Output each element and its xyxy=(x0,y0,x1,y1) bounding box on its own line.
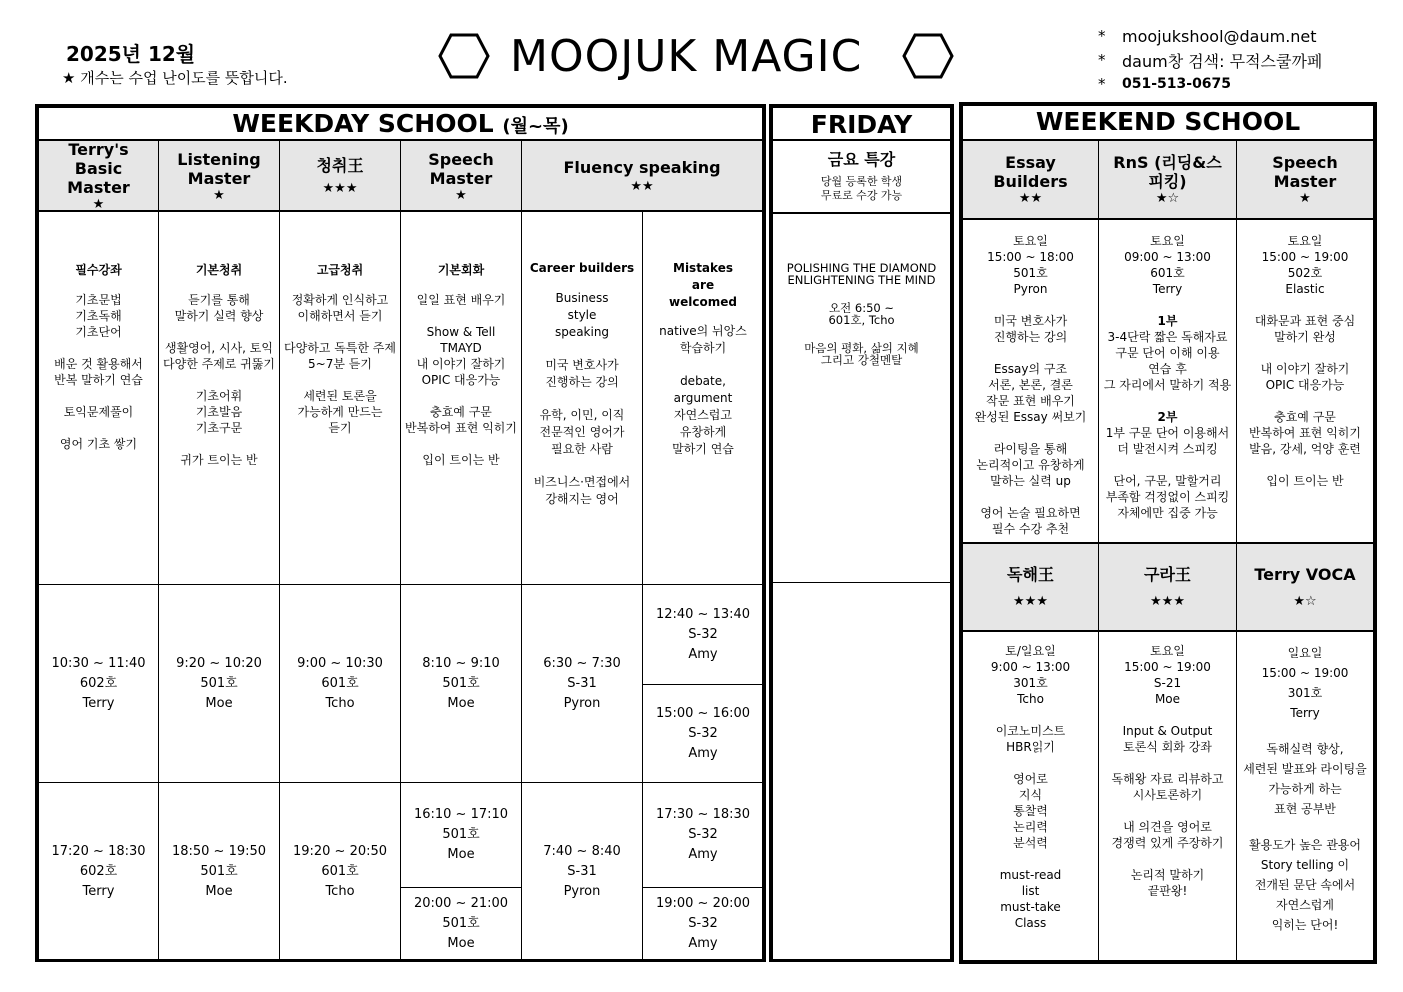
slot-time: 7:40 ~ 8:40 xyxy=(543,843,621,859)
course-header-rns: RnS (리딩&스피킹) ★☆ xyxy=(1113,153,1222,206)
time-slot xyxy=(401,585,521,782)
text-line: 충효예 구문 xyxy=(430,405,492,419)
text-line: native의 뉘앙스 xyxy=(659,324,747,338)
course-header-weekend-speech-master: Speech Master ★ xyxy=(1272,153,1338,206)
friday-special-header: 금요 특강 당월 등록한 학생 무료로 수강 가능 xyxy=(820,150,903,202)
text-line: 09:00 ~ 13:00 xyxy=(1124,250,1211,264)
text-line: 학습하기 xyxy=(679,341,727,355)
slot-room: S-32 xyxy=(688,827,718,842)
course-description xyxy=(401,212,521,584)
difficulty-stars: ★★★ xyxy=(1150,594,1185,609)
course-header-speech-master: Speech Master ★ xyxy=(428,149,494,203)
text-line: 그 자리에서 말하기 적용 xyxy=(1103,378,1232,392)
time-slot xyxy=(522,783,642,960)
text-line: 이해하면서 듣기 xyxy=(297,309,383,323)
slot-room: 602호 xyxy=(79,863,118,879)
course-header-reading-king: 독해王 ★★★ xyxy=(1007,565,1054,609)
text-line: 자체에만 집중 가능 xyxy=(1117,506,1218,520)
text-line: 말하기 실력 향상 xyxy=(174,309,264,323)
text-line: 마음의 평화, 삶의 지혜 xyxy=(804,341,919,355)
slot-teacher: Amy xyxy=(688,745,718,761)
time-slot xyxy=(643,585,763,684)
slot-teacher: Tcho xyxy=(325,695,355,711)
slot-teacher: Moe xyxy=(205,883,233,899)
slot-teacher: Moe xyxy=(447,936,475,951)
text-line: speaking xyxy=(554,325,610,339)
text-line: 논리적 말하기 xyxy=(1130,868,1205,882)
weekend-course-detail xyxy=(1237,633,1373,960)
text-line: list xyxy=(1021,884,1040,898)
text-line: 601호 xyxy=(1150,266,1185,280)
text-line: 토론식 회화 강좌 xyxy=(1123,740,1212,754)
text-line: Moe xyxy=(1154,692,1181,706)
slot-room: 601호 xyxy=(321,863,359,879)
text-line: 분석력 xyxy=(1013,836,1048,850)
text-line: 필요한 사람 xyxy=(551,442,613,456)
text-line: Class xyxy=(1014,916,1047,930)
time-slot xyxy=(401,783,521,887)
slot-room: S-32 xyxy=(688,916,718,931)
text-line: 토요일 xyxy=(1150,644,1185,658)
text-line: 익히는 단어! xyxy=(1271,918,1339,932)
slot-time: 19:00 ~ 20:00 xyxy=(655,896,751,911)
text-line: 기초독해 xyxy=(75,309,122,323)
text-line: 지식 xyxy=(1018,788,1043,802)
slot-time: 15:00 ~ 16:00 xyxy=(655,705,751,721)
text-line: 반복하여 표현 익히기 xyxy=(1249,426,1361,440)
text-line: 기초구문 xyxy=(195,421,243,435)
text-line: 세련된 발표와 라이팅을 xyxy=(1243,762,1367,776)
slot-time: 18:50 ~ 19:50 xyxy=(171,843,267,859)
text-line: OPIC 대응가능 xyxy=(421,373,501,387)
course-header-essay-builders: Essay Builders ★★ xyxy=(993,153,1068,206)
text-line: 501호 xyxy=(1013,266,1048,280)
text-line: 내 이야기 잘하기 xyxy=(1260,362,1350,376)
time-slot xyxy=(643,685,763,782)
slot-room: S-31 xyxy=(567,863,597,879)
brand-name: MOOJUK MAGIC xyxy=(510,31,863,82)
text-line: 일일 표현 배우기 xyxy=(416,293,506,307)
text-line: 다양하고 독특한 주제 xyxy=(284,341,396,355)
slot-room: S-32 xyxy=(688,626,718,642)
difficulty-stars: ★★★ xyxy=(322,181,358,196)
text-line: must-read xyxy=(999,868,1062,882)
text-line: 자연스럽게 xyxy=(1276,898,1334,912)
slot-teacher: Moe xyxy=(447,847,475,862)
text-line: 2부 xyxy=(1157,410,1178,424)
text-line: 기초문법 xyxy=(75,293,122,307)
text-line: 듣기를 통해 xyxy=(188,293,250,307)
text-line: 유창하게 xyxy=(679,425,727,439)
course-description xyxy=(159,212,279,584)
text-line: 반복 말하기 연습 xyxy=(54,373,143,387)
slot-teacher: Moe xyxy=(205,695,233,711)
text-line: 오전 6:50 ~ xyxy=(829,301,894,315)
text-line: 301호 xyxy=(1013,676,1048,690)
text-line: 자연스럽고 xyxy=(674,408,732,422)
text-line: 내 의견을 영어로 xyxy=(1123,820,1212,834)
slot-teacher: Pyron xyxy=(563,883,601,899)
text-line: S-21 xyxy=(1153,676,1182,690)
hexagon-left-icon xyxy=(438,33,490,79)
text-line: 끝판왕! xyxy=(1147,884,1188,898)
text-line: 가능하게 하는 xyxy=(1268,782,1342,796)
time-slot xyxy=(280,585,400,782)
text-line: 정확하게 인식하고 xyxy=(291,293,389,307)
slot-teacher: Amy xyxy=(688,646,718,662)
text-line: 충효예 구문 xyxy=(1274,410,1336,424)
weekend-course-detail xyxy=(963,221,1098,542)
course-description xyxy=(39,212,158,584)
text-line: 내 이야기 잘하기 xyxy=(416,357,506,371)
brand-logo xyxy=(438,30,958,86)
text-line: Elastic xyxy=(1285,282,1325,296)
text-line: 귀가 트이는 반 xyxy=(180,453,258,467)
slot-teacher: Terry xyxy=(82,695,115,711)
slot-teacher: Amy xyxy=(688,936,718,951)
slot-time: 6:30 ~ 7:30 xyxy=(543,655,621,671)
slot-time: 12:40 ~ 13:40 xyxy=(655,606,751,622)
course-subtitle: 기본회화 xyxy=(437,263,485,277)
text-line: 논리력 xyxy=(1013,820,1048,834)
text-line: 유학, 이민, 이직 xyxy=(539,408,625,422)
text-line: argument xyxy=(673,391,733,405)
text-line: 발음, 강세, 억양 훈련 xyxy=(1249,442,1361,456)
text-line: 15:00 ~ 19:00 xyxy=(1261,666,1349,680)
text-line: Terry xyxy=(1290,706,1320,720)
text-line: 말하기 연습 xyxy=(672,442,734,456)
text-line: OPIC 대응가능 xyxy=(1265,378,1345,392)
slot-room: 501호 xyxy=(442,827,480,842)
text-line: Pyron xyxy=(1013,282,1048,296)
text-line: 시사토론하기 xyxy=(1132,788,1203,802)
text-line: 말하기 완성 xyxy=(1274,330,1336,344)
time-slot xyxy=(643,888,763,960)
text-line: 1부 xyxy=(1157,314,1178,328)
slot-time: 10:30 ~ 11:40 xyxy=(51,655,146,671)
course-subtitle: Mistakes are welcomed xyxy=(669,261,737,309)
text-line: 말하는 실력 up xyxy=(990,474,1071,488)
text-line: 영어 논술 필요하면 xyxy=(980,506,1081,520)
course-subtitle: 기본청취 xyxy=(195,263,243,277)
difficulty-stars: ★ xyxy=(92,197,105,212)
course-header-talk-king: 구라王 ★★★ xyxy=(1144,565,1191,609)
weekend-title: WEEKEND SCHOOL xyxy=(1035,107,1301,136)
slot-time: 19:20 ~ 20:50 xyxy=(292,843,388,859)
bullet-icon: * xyxy=(1098,75,1106,93)
contact-email: moojukshool@daum.net xyxy=(1122,26,1317,46)
text-line: 더 발전시켜 스피킹 xyxy=(1117,442,1218,456)
difficulty-stars: ★ xyxy=(1299,191,1311,206)
text-line: Tcho xyxy=(1017,692,1044,706)
time-slot xyxy=(39,783,158,960)
text-line: 그리고 강철멘탈 xyxy=(820,353,903,367)
text-line: 토요일 xyxy=(1013,234,1048,248)
text-line: TMAYD xyxy=(440,341,482,355)
text-line: 전개된 문단 속에서 xyxy=(1254,878,1356,892)
text-line: 연습 후 xyxy=(1148,362,1187,376)
text-line: 부족함 걱정없이 스피킹 xyxy=(1105,490,1230,504)
time-slot xyxy=(522,585,642,782)
text-line: 구문 단어 이해 이용 xyxy=(1115,346,1220,360)
text-line: Input & Output xyxy=(1122,724,1213,738)
course-description xyxy=(280,212,400,584)
text-line: must-take xyxy=(1000,900,1061,914)
text-line: 301호 xyxy=(1287,686,1323,700)
slot-time: 17:30 ~ 18:30 xyxy=(655,807,751,822)
slot-teacher: Tcho xyxy=(325,883,355,899)
text-line: 생활영어, 시사, 토익 xyxy=(165,341,273,355)
text-line: 15:00 ~ 19:00 xyxy=(1124,660,1211,674)
difficulty-stars: ★★ xyxy=(1018,191,1043,206)
contact-info xyxy=(1098,24,1398,96)
course-header-listening-master: Listening Master ★ xyxy=(177,149,261,203)
text-line: 토익문제풀이 xyxy=(63,405,134,419)
slot-time: 20:00 ~ 21:00 xyxy=(413,896,509,911)
text-line: HBR읽기 xyxy=(1006,740,1055,754)
text-line: 작문 표현 배우기 xyxy=(986,394,1075,408)
text-line: 일요일 xyxy=(1287,646,1323,660)
text-line: 502호 xyxy=(1287,266,1323,280)
text-line: 3-4단락 짧은 독해자료 xyxy=(1107,330,1228,344)
text-line: 토/일요일 xyxy=(1005,644,1056,658)
course-header-terrys-basic-master: Terry's Basic Master ★ xyxy=(67,140,130,212)
weekend-course-detail xyxy=(1237,221,1373,542)
text-line: 비즈니스·면접에서 xyxy=(533,475,631,489)
text-line: 독해왕 자료 리뷰하고 xyxy=(1111,772,1224,786)
text-line: 라이팅을 통해 xyxy=(993,442,1068,456)
text-line: Business xyxy=(555,291,609,305)
text-line: 영어 기초 쌓기 xyxy=(59,437,138,451)
difficulty-stars: ★ xyxy=(213,187,225,203)
text-line: 강해지는 영어 xyxy=(545,492,619,506)
time-slot xyxy=(401,888,521,960)
slot-room: S-32 xyxy=(688,725,718,741)
text-line: 토요일 xyxy=(1287,234,1323,248)
text-line: 1부 구문 단어 이용해서 xyxy=(1105,426,1230,440)
text-line: POLISHING THE DIAMOND xyxy=(786,261,937,275)
time-slot xyxy=(159,783,279,960)
text-line: 601호, Tcho xyxy=(828,313,895,327)
text-line: 전문적인 영어가 xyxy=(539,425,625,439)
text-line: 필수 수강 추천 xyxy=(991,522,1070,536)
text-line: 활용도가 높은 관용어 xyxy=(1249,838,1361,852)
slot-time: 9:20 ~ 10:20 xyxy=(176,655,262,671)
contact-phone: 051-513-0675 xyxy=(1122,76,1232,92)
text-line: 15:00 ~ 19:00 xyxy=(1261,250,1349,264)
course-description xyxy=(643,212,763,584)
text-line: 가능하게 만드는 xyxy=(297,405,383,419)
text-line: 완성된 Essay 써보기 xyxy=(974,410,1087,424)
text-line: 기초어휘 xyxy=(195,389,243,403)
text-line: 미국 변호사가 xyxy=(993,314,1068,328)
text-line: style xyxy=(567,308,597,322)
slot-teacher: Moe xyxy=(447,695,475,711)
text-line: 대화문과 표현 중심 xyxy=(1254,314,1356,328)
text-line: 영어로 xyxy=(1013,772,1048,786)
difficulty-stars: ★☆ xyxy=(1293,594,1317,609)
text-line: 입이 트이는 반 xyxy=(1266,474,1344,488)
course-subtitle: 필수강좌 xyxy=(75,263,122,277)
text-line: 15:00 ~ 18:00 xyxy=(987,250,1074,264)
contact-search: daum창 검색: 무적스쿨까페 xyxy=(1122,51,1323,71)
text-line: 5~7분 듣기 xyxy=(308,357,372,371)
difficulty-stars: ★☆ xyxy=(1155,191,1180,206)
time-slot xyxy=(159,585,279,782)
text-line: debate, xyxy=(680,374,726,388)
slot-time: 17:20 ~ 18:30 xyxy=(51,843,146,859)
slot-time: 8:10 ~ 9:10 xyxy=(422,655,500,671)
weekend-course-detail xyxy=(963,633,1098,960)
course-header-fluency-speaking: Fluency speaking ★★ xyxy=(563,158,721,194)
course-subtitle: Career builders xyxy=(529,261,635,275)
schedule-date: 2025년 12월 xyxy=(66,42,196,66)
friday-description xyxy=(773,214,950,582)
course-header-terry-voca: Terry VOCA ★☆ xyxy=(1254,565,1356,609)
text-line: 이코노미스트 xyxy=(995,724,1066,738)
time-slot xyxy=(643,783,763,887)
text-line: 세련된 토론을 xyxy=(303,389,377,403)
text-line: 진행하는 강의 xyxy=(545,375,619,389)
course-header-listening-king: 청취王 ★★★ xyxy=(316,156,364,196)
text-line: ENLIGHTENING THE MIND xyxy=(787,273,936,287)
difficulty-note: ★ 개수는 수업 난이도를 뜻합니다. xyxy=(62,69,288,87)
text-line: 단어, 구문, 말할거리 xyxy=(1113,474,1222,488)
text-line: 반복하여 표현 익히기 xyxy=(405,421,517,435)
bullet-icon: * xyxy=(1098,27,1106,45)
text-line: 서론, 본론, 결론 xyxy=(988,378,1073,392)
slot-teacher: Terry xyxy=(82,883,115,899)
bullet-icon: * xyxy=(1098,51,1106,69)
text-line: 독해실력 향상, xyxy=(1266,742,1344,756)
text-line: 기초단어 xyxy=(75,325,122,339)
slot-room: 501호 xyxy=(200,863,238,879)
weekend-course-detail xyxy=(1099,221,1236,542)
slot-room: 602호 xyxy=(79,675,118,691)
text-line: 진행하는 강의 xyxy=(993,330,1068,344)
hexagon-right-icon xyxy=(902,33,954,79)
text-line: 표현 공부반 xyxy=(1274,802,1336,816)
difficulty-stars: ★★★ xyxy=(1013,594,1048,609)
text-line: 경쟁력 있게 주장하기 xyxy=(1111,836,1224,850)
text-line: 기초발음 xyxy=(195,405,243,419)
text-line: 9:00 ~ 13:00 xyxy=(990,660,1071,674)
friday-title: FRIDAY xyxy=(810,110,913,139)
text-line: 미국 변호사가 xyxy=(545,358,619,372)
slot-room: 601호 xyxy=(321,675,359,691)
text-line: Essay의 구조 xyxy=(993,362,1068,376)
difficulty-stars: ★★ xyxy=(630,179,654,194)
slot-room: 501호 xyxy=(442,916,480,931)
text-line: 토요일 xyxy=(1150,234,1185,248)
course-subtitle: 고급청취 xyxy=(316,263,364,277)
text-line: 논리적이고 유창하게 xyxy=(976,458,1085,472)
slot-room: 501호 xyxy=(442,675,480,691)
text-line: 다양한 주제로 귀뚫기 xyxy=(163,357,275,371)
text-line: 배운 것 활용해서 xyxy=(54,357,143,371)
text-line: Show & Tell xyxy=(426,325,496,339)
slot-time: 9:00 ~ 10:30 xyxy=(297,655,383,671)
text-line: 입이 트이는 반 xyxy=(422,453,500,467)
course-description xyxy=(522,212,642,584)
text-line: Terry xyxy=(1152,282,1183,296)
time-slot xyxy=(39,585,158,782)
slot-teacher: Amy xyxy=(688,847,718,862)
text-line: 듣기 xyxy=(328,421,352,435)
weekend-course-detail xyxy=(1099,633,1236,960)
text-line: 통찰력 xyxy=(1013,804,1048,818)
time-slot xyxy=(280,783,400,960)
slot-teacher: Pyron xyxy=(563,695,601,711)
slot-room: 501호 xyxy=(200,675,238,691)
weekday-title: WEEKDAY SCHOOL (월~목) xyxy=(232,109,569,138)
slot-room: S-31 xyxy=(567,675,597,691)
slot-time: 16:10 ~ 17:10 xyxy=(413,807,509,822)
text-line: Story telling 이 xyxy=(1260,858,1350,872)
difficulty-stars: ★ xyxy=(455,187,467,203)
